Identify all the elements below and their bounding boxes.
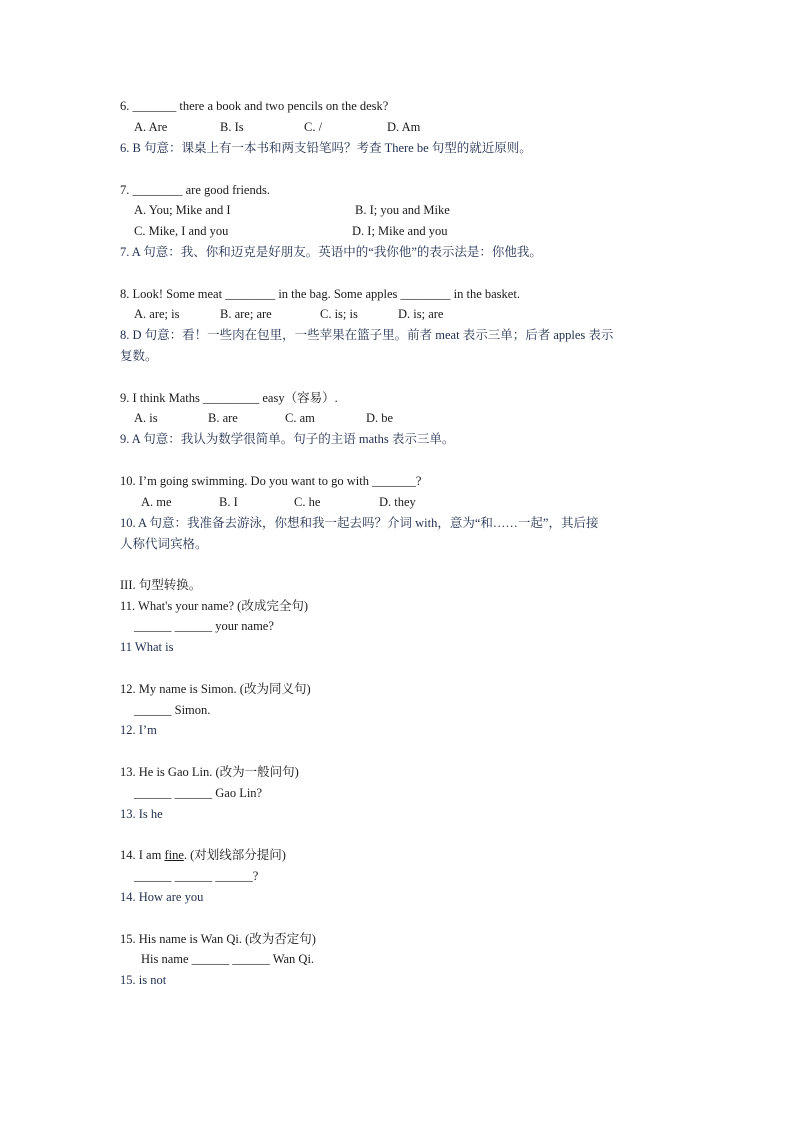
q9-option-b: B. are	[208, 411, 238, 425]
q7-option-c: C. Mike, I and you	[134, 224, 229, 238]
q6-option-c: C. /	[304, 120, 323, 134]
q8-answer-line1: 8. D 句意：看！一些肉在包里，一些苹果在篮子里。前者 meat 表示三单；后者 apples 表示	[120, 328, 614, 342]
q11-blank: ______ ______ your name?	[134, 619, 274, 633]
q14-underlined-word: fine	[164, 848, 184, 862]
q14-answer: 14. How are you	[120, 890, 204, 904]
q15-answer: 15. is not	[120, 973, 167, 987]
q13-stem: 13. He is Gao Lin. (改为一般问句)	[120, 765, 299, 779]
q7-answer: 7. A 句意：我、你和迈克是好朋友。英语中的“我你他”的表示法是：你他我。	[120, 245, 542, 259]
question-10-stem: 10. I’m going swimming. Do you want to go with _______?	[120, 474, 422, 488]
q15-stem: 15. His name is Wan Qi. (改为否定句)	[120, 932, 316, 946]
q10-option-a: A. me	[141, 495, 172, 509]
section-title: III. 句型转换。	[120, 578, 202, 592]
q9-option-d: D. be	[366, 411, 394, 425]
question-9-stem: 9. I think Maths _________ easy（容易）.	[120, 391, 338, 405]
q10-option-d: D. they	[379, 495, 416, 509]
q11-stem: 11. What's your name? (改成完全句)	[120, 599, 308, 613]
question-6-stem: 6. _______ there a book and two pencils on the desk?	[120, 99, 389, 113]
q8-option-a: A. are; is	[134, 307, 180, 321]
q9-option-c: C. am	[285, 411, 315, 425]
q7-option-b: B. I; you and Mike	[355, 203, 450, 217]
q12-stem: 12. My name is Simon. (改为同义句)	[120, 682, 311, 696]
question-8-stem: 8. Look! Some meat ________ in the bag. Some apples ________ in the basket.	[120, 287, 520, 301]
q6-answer: 6. B 句意：课桌上有一本书和两支铅笔吗？考查 There be 句型的就近原则。	[120, 141, 532, 155]
q14-stem-post: . (对划线部分提问)	[183, 848, 286, 862]
q8-option-b: B. are; are	[220, 307, 272, 321]
question-7-stem: 7. ________ are good friends.	[120, 183, 270, 197]
q13-blank: ______ ______ Gao Lin?	[134, 786, 263, 800]
q12-blank: ______ Simon.	[134, 703, 211, 717]
q13-answer: 13. Is he	[120, 807, 163, 821]
q14-stem	[120, 847, 286, 863]
q14-blank: ______ ______ ______?	[134, 869, 259, 883]
q10-answer-line2: 人称代词宾格。	[120, 537, 208, 551]
q15-blank: His name ______ ______ Wan Qi.	[141, 952, 315, 966]
q8-option-c: C. is; is	[320, 307, 358, 321]
q11-answer: 11 What is	[120, 640, 174, 654]
q6-option-a: A. Are	[134, 120, 168, 134]
q8-answer-line2: 复数。	[120, 349, 158, 363]
q7-option-d: D. I; Mike and you	[352, 224, 448, 238]
q10-answer-line1: 10. A 句意：我准备去游泳，你想和我一起去吗？介词 with，意为“和……一起”，其后接	[120, 516, 599, 530]
q10-option-c: C. he	[294, 495, 321, 509]
q12-answer: 12. I’m	[120, 723, 157, 737]
q9-answer: 9. A 句意：我认为数学很简单。句子的主语 maths 表示三单。	[120, 432, 455, 446]
q9-option-a: A. is	[134, 411, 158, 425]
q6-option-d: D. Am	[387, 120, 421, 134]
q7-option-a: A. You; Mike and I	[134, 203, 231, 217]
q10-option-b: B. I	[219, 495, 238, 509]
q14-stem-pre: 14. I am	[120, 848, 165, 862]
q6-option-b: B. Is	[220, 120, 244, 134]
q8-option-d: D. is; are	[398, 307, 444, 321]
